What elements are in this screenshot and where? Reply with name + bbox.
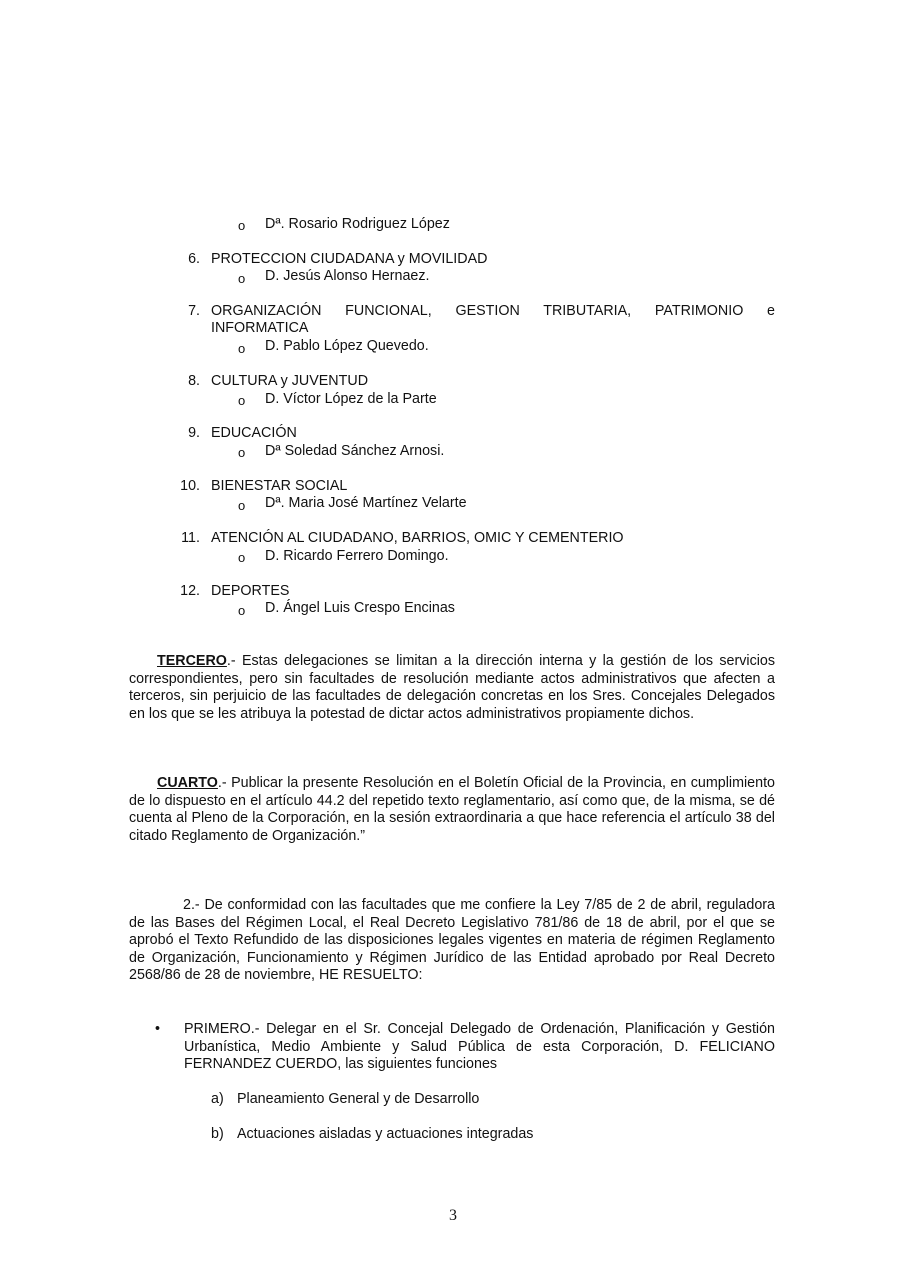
list-bullet-icon: o (238, 271, 246, 286)
list-title-continued: INFORMATICA (211, 320, 309, 336)
list-bullet-icon: o (238, 498, 246, 513)
primero-bullet-icon: • (155, 1021, 161, 1037)
subitem-text: Actuaciones aisladas y actuaciones integradas (237, 1126, 534, 1142)
list-person: Dª Soledad Sánchez Arnosi. (265, 443, 445, 459)
primero-paragraph: PRIMERO.- Delegar en el Sr. Concejal Delegado de Ordenación, Planificación y Gestión Urbanística, Medio Ambiente y Salud Pública de esta Corporación, D. FELICIANO FERNANDEZ CUERDO, las siguientes funciones (184, 1021, 775, 1072)
list-person: Dª. Maria José Martínez Velarte (265, 495, 467, 511)
list-person: D. Ricardo Ferrero Domingo. (265, 548, 449, 564)
subitem-marker: a) (211, 1091, 224, 1107)
list-title: PROTECCION CIUDADANA y MOVILIDAD (211, 251, 488, 267)
list-bullet-icon: o (238, 218, 246, 233)
list-bullet-icon: o (238, 393, 246, 408)
list-person: D. Jesús Alonso Hernaez. (265, 268, 430, 284)
list-person: Dª. Rosario Rodriguez López (265, 216, 450, 232)
tercero-text: .- Estas delegaciones se limitan a la dirección interna y la gestión de los servicios correspondientes, pero sin facultades de resolución mediante actos administrativos que afecten a terceros, sin perjuicio de las facultades de delegación concretas en los Sres. Concejales Delegados en los que se les atribuya la potestad de dictar actos administrativos propiamente dichos. (129, 653, 775, 722)
section-2-paragraph: 2.- De conformidad con las facultades que me confiere la Ley 7/85 de 2 de abril, reguladora de las Bases del Régimen Local, el Real Decreto Legislativo 781/86 de 18 de abril, por el que se aprobó el Texto Refundido de las disposiciones legales vigentes en materia de régimen Reglamento de Organización, Funcionamiento y Régimen Jurídico de las Entidad aprobado por Real Decreto 2568/86 de 28 de noviembre, HE RESUELTO: (129, 897, 775, 983)
list-title: CULTURA y JUVENTUD (211, 373, 369, 389)
cuarto-paragraph (129, 775, 775, 845)
cuarto-label: CUARTO (157, 775, 218, 791)
list-person: D. Ángel Luis Crespo Encinas (265, 600, 455, 616)
list-number: 9. (188, 425, 200, 441)
list-title: DEPORTES (211, 583, 290, 599)
list-person: D. Víctor López de la Parte (265, 391, 437, 407)
list-number: 7. (188, 303, 200, 319)
list-number: 10. (180, 478, 200, 494)
list-number: 8. (188, 373, 200, 389)
list-number: 11. (181, 530, 200, 546)
list-number: 6. (188, 251, 200, 267)
list-title: BIENESTAR SOCIAL (211, 478, 348, 494)
list-bullet-icon: o (238, 341, 246, 356)
list-title: ATENCIÓN AL CIUDADANO, BARRIOS, OMIC Y CEMENTERIO (211, 530, 624, 546)
tercero-label: TERCERO (157, 653, 227, 669)
subitem-text: Planeamiento General y de Desarrollo (237, 1091, 480, 1107)
list-number: 12. (180, 583, 200, 599)
list-bullet-icon: o (238, 445, 246, 460)
page-number: 3 (449, 1207, 457, 1224)
list-bullet-icon: o (238, 550, 246, 565)
list-person: D. Pablo López Quevedo. (265, 338, 429, 354)
list-title: ORGANIZACIÓN FUNCIONAL, GESTION TRIBUTARIA, PATRIMONIO e (211, 303, 775, 319)
cuarto-text: .- Publicar la presente Resolución en el Boletín Oficial de la Provincia, en cumplimiento de lo dispuesto en el artículo 44.2 del repetido texto reglamentario, así como que, de la misma, se dé cuenta al Pleno de la Corporación, en la sesión extraordinaria a que hace referencia el artículo 38 del citado Reglamento de Organización.” (129, 775, 775, 844)
list-bullet-icon: o (238, 603, 246, 618)
tercero-paragraph (129, 653, 775, 723)
subitem-marker: b) (211, 1126, 224, 1142)
list-title: EDUCACIÓN (211, 425, 297, 441)
